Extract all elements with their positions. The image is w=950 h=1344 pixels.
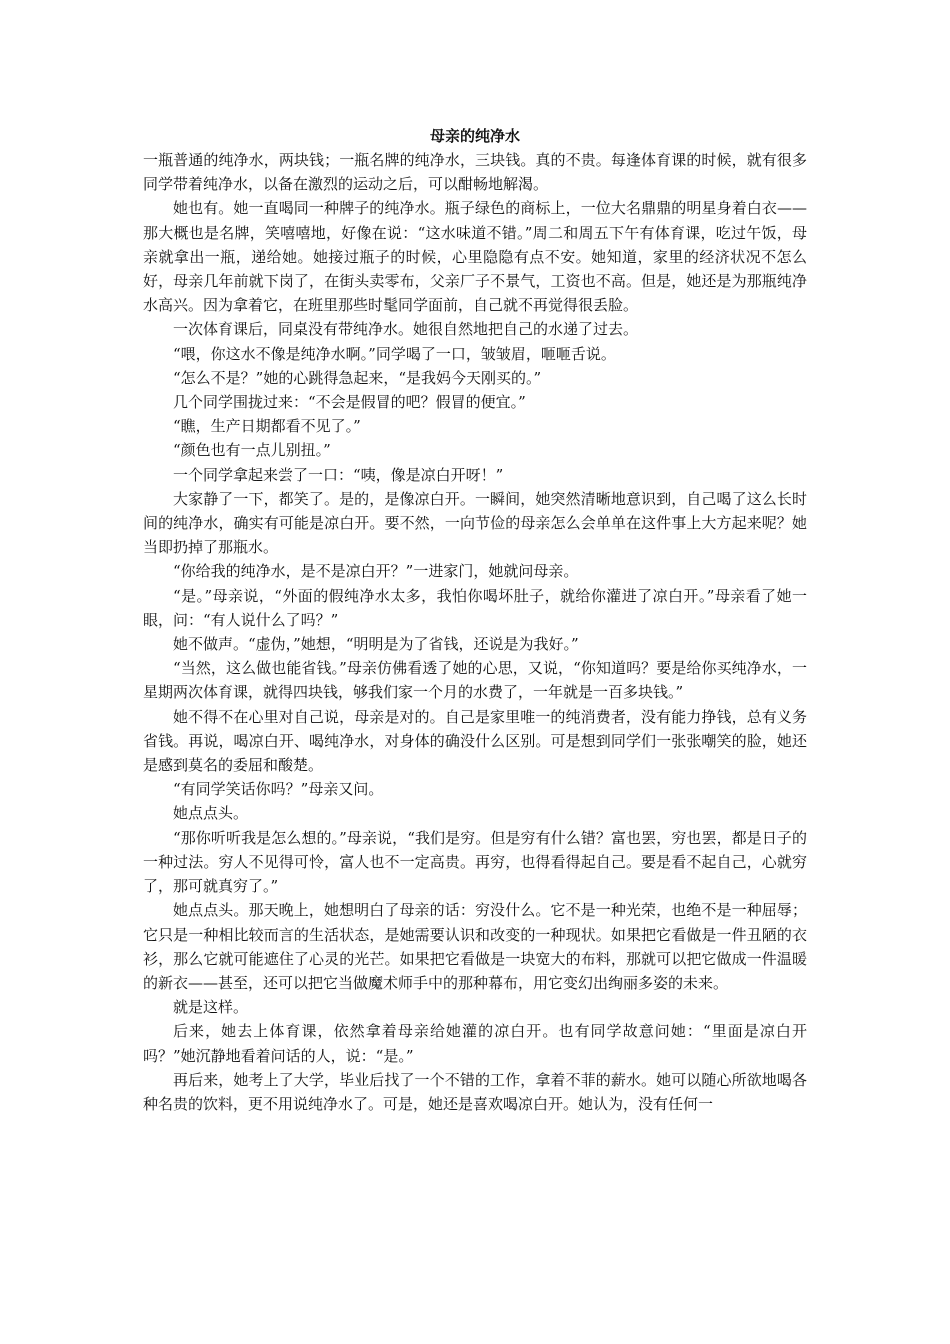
paragraph: “喂，你这水不像是纯净水啊。”同学喝了一口，皱皱眉，咂咂舌说。 (173, 344, 616, 363)
paragraph: 她点点头。那天晚上，她想明白了母亲的话：穷没什么。它不是一种光荣，也绝不是一种屈辱；它只是一种相比较而言的生活状态，是她需要认识和改变的一种现状。如果把它看做是一件丑陋的衣衫，那么它就可能遮住了心灵的光芒。如果把它看做是一块宽大的布料，那就可以把它做成一件温暖的新衣——甚至，还可以把它当做魔术师手中的那种幕布，用它变幻出绚丽多姿的未来。 (143, 901, 807, 992)
paragraph: 一瓶普通的纯净水，两块钱；一瓶名牌的纯净水，三块钱。真的不贵。每逢体育课的时候，就有很多同学带着纯净水，以备在激烈的运动之后，可以酣畅地解渴。 (143, 151, 807, 194)
paragraph: 就是这样。 (173, 998, 249, 1017)
paragraph: “是。”母亲说，“外面的假纯净水太多，我怕你喝坏肚子，就给你灌进了凉白开。”母亲看了她一眼，问：“有人说什么了吗？” (143, 586, 807, 629)
paragraph: 几个同学围拢过来：“不会是假冒的吧？假冒的便宜。” (173, 393, 526, 412)
paragraph: 大家静了一下，都笑了。是的，是像凉白开。一瞬间，她突然清晰地意识到，自己喝了这么长时间的纯净水，确实有可能是凉白开。要不然，一向节俭的母亲怎么会单单在这件事上大方起来呢？她当即扔掉了那瓶水。 (143, 489, 807, 557)
paragraph: “瞧，生产日期都看不见了。” (173, 417, 361, 436)
paragraph: 她不得不在心里对自己说，母亲是对的。自己是家里唯一的纯消费者，没有能力挣钱，总有义务省钱。再说，喝凉白开、喝纯净水，对身体的确没什么区别。可是想到同学们一张张嘲笑的脸，她还是感到莫名的委屈和酸楚。 (143, 707, 807, 775)
paragraph: 她不做声。“虚伪，”她想，“明明是为了省钱，还说是为我好。” (173, 635, 579, 654)
paragraph: 再后来，她考上了大学，毕业后找了一个不错的工作，拿着不菲的薪水。她可以随心所欲地喝各种名贵的饮料，更不用说纯净水了。可是，她还是喜欢喝凉白开。她认为，没有任何一 (143, 1070, 807, 1113)
paragraph: “有同学笑话你吗？”母亲又问。 (173, 780, 384, 799)
paragraph: “你给我的纯净水，是不是凉白开？”一进家门，她就问母亲。 (173, 562, 579, 581)
paragraph: “那你听听我是怎么想的。”母亲说，“我们是穷。但是穷有什么错？富也罢，穷也罢，都是日子的一种过法。穷人不见得可怜，富人也不一定高贵。再穷，也得看得起自己。要是看不起自己，心就穷了，那可就真穷了。” (143, 828, 807, 896)
document-body (143, 124, 807, 1116)
paragraph: “怎么不是？”她的心跳得急起来，“是我妈今天刚买的。” (173, 368, 542, 387)
paragraph: 她点点头。 (173, 804, 249, 823)
paragraph: 她也有。她一直喝同一种牌子的纯净水。瓶子绿色的商标上，一位大名鼎鼎的明星身着白衣——那大概也是名牌，笑嘻嘻地，好像在说：“这水味道不错。”周二和周五下午有体育课，吃过午饭，母亲就拿出一瓶，递给她。她接过瓶子的时候，心里隐隐有点不安。她知道，家里的经济状况不怎么好，母亲几年前就下岗了，在街头卖零布，父亲厂子不景气，工资也不高。但是，她还是为那瓶纯净水高兴。因为拿着它，在班里那些时髦同学面前，自己就不再觉得很丢脸。 (143, 199, 807, 315)
document-title: 母亲的纯净水 (429, 127, 520, 145)
paragraph: “当然，这么做也能省钱。”母亲仿佛看透了她的心思，又说，“你知道吗？要是给你买纯净水，一星期两次体育课，就得四块钱，够我们家一个月的水费了，一年就是一百多块钱。” (143, 659, 807, 702)
paragraph: 后来，她去上体育课，依然拿着母亲给她灌的凉白开。也有同学故意问她：“里面是凉白开吗？”她沉静地看着问话的人，说：“是。” (143, 1022, 807, 1065)
paragraph: “颜色也有一点儿别扭。” (173, 441, 331, 460)
paragraph: 一次体育课后，同桌没有带纯净水。她很自然地把自己的水递了过去。 (173, 320, 639, 339)
paragraph: 一个同学拿起来尝了一口：“咦，像是凉白开呀！” (173, 465, 504, 484)
